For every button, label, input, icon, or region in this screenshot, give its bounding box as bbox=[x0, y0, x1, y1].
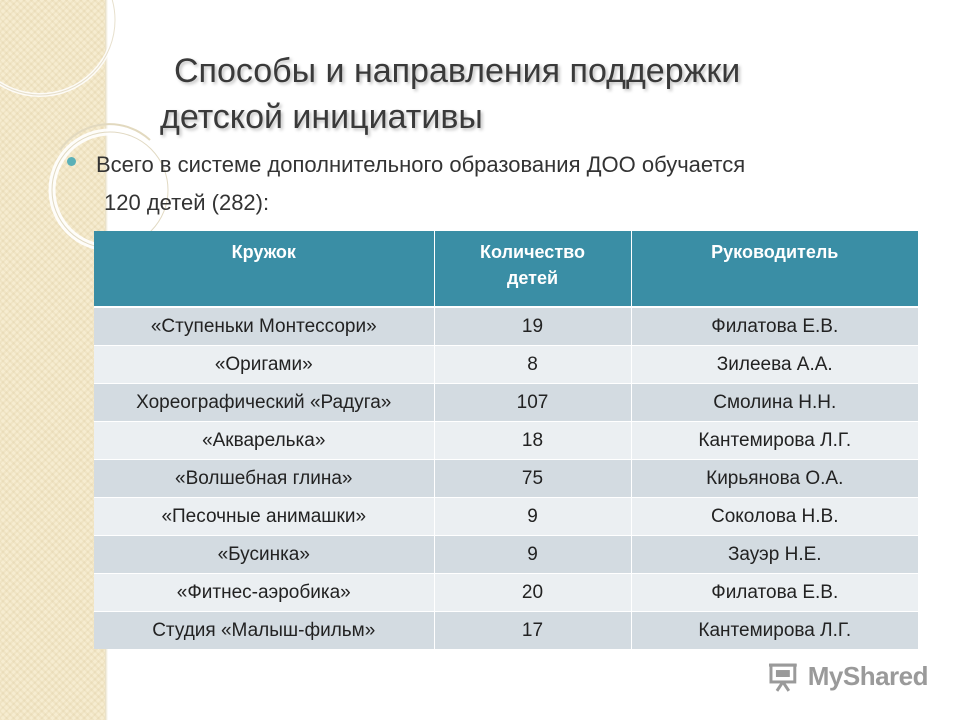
cell-club: «Песочные анимашки» bbox=[94, 498, 434, 536]
table-row bbox=[94, 498, 918, 536]
cell-count: 18 bbox=[434, 422, 631, 460]
cell-leader: Зилеева А.А. bbox=[631, 346, 918, 384]
cell-leader: Зауэр Н.Е. bbox=[631, 536, 918, 574]
cell-club: «Бусинка» bbox=[94, 536, 434, 574]
cell-club: «Фитнес-аэробика» bbox=[94, 574, 434, 612]
table-row bbox=[94, 307, 918, 346]
table-row bbox=[94, 346, 918, 384]
cell-club: Хореографический «Радуга» bbox=[94, 384, 434, 422]
clubs-table bbox=[94, 231, 918, 649]
bullet-line2: 120 детей (282): bbox=[104, 190, 270, 215]
cell-count: 107 bbox=[434, 384, 631, 422]
cell-leader: Соколова Н.В. bbox=[631, 498, 918, 536]
slide-title-line1: Способы и направления поддержки bbox=[174, 52, 741, 90]
slide-title bbox=[160, 48, 920, 140]
cell-count: 9 bbox=[434, 536, 631, 574]
cell-count: 75 bbox=[434, 460, 631, 498]
cell-leader: Кантемирова Л.Г. bbox=[631, 422, 918, 460]
bullet-icon bbox=[67, 157, 76, 166]
cell-leader: Филатова Е.В. bbox=[631, 574, 918, 612]
cell-club: «Волшебная глина» bbox=[94, 460, 434, 498]
cell-count: 19 bbox=[434, 307, 631, 346]
cell-leader: Смолина Н.Н. bbox=[631, 384, 918, 422]
cell-club: Студия «Малыш-фильм» bbox=[94, 612, 434, 650]
table-row bbox=[94, 536, 918, 574]
cell-count: 17 bbox=[434, 612, 631, 650]
cell-leader: Кирьянова О.А. bbox=[631, 460, 918, 498]
cell-count: 20 bbox=[434, 574, 631, 612]
table-row bbox=[94, 422, 918, 460]
bullet-text bbox=[96, 146, 856, 222]
presentation-board-icon bbox=[768, 659, 802, 693]
header-leader: Руководитель bbox=[631, 231, 918, 307]
cell-club: «Оригами» bbox=[94, 346, 434, 384]
cell-club: «Акварелька» bbox=[94, 422, 434, 460]
bullet-line1: Всего в системе дополнительного образования ДОО обучается bbox=[96, 152, 746, 177]
watermark bbox=[768, 656, 928, 696]
cell-leader: Кантемирова Л.Г. bbox=[631, 612, 918, 650]
watermark-text: MyShared bbox=[807, 660, 928, 691]
header-count: Количество детей bbox=[434, 231, 631, 307]
table-header-row bbox=[94, 231, 918, 307]
header-club: Кружок bbox=[94, 231, 434, 307]
table-row bbox=[94, 460, 918, 498]
cell-leader: Филатова Е.В. bbox=[631, 307, 918, 346]
table-row bbox=[94, 384, 918, 422]
table-row bbox=[94, 612, 918, 650]
slide-title-line2: детской инициативы bbox=[160, 98, 483, 136]
table-row bbox=[94, 574, 918, 612]
cell-club: «Ступеньки Монтессори» bbox=[94, 307, 434, 346]
cell-count: 9 bbox=[434, 498, 631, 536]
cell-count: 8 bbox=[434, 346, 631, 384]
